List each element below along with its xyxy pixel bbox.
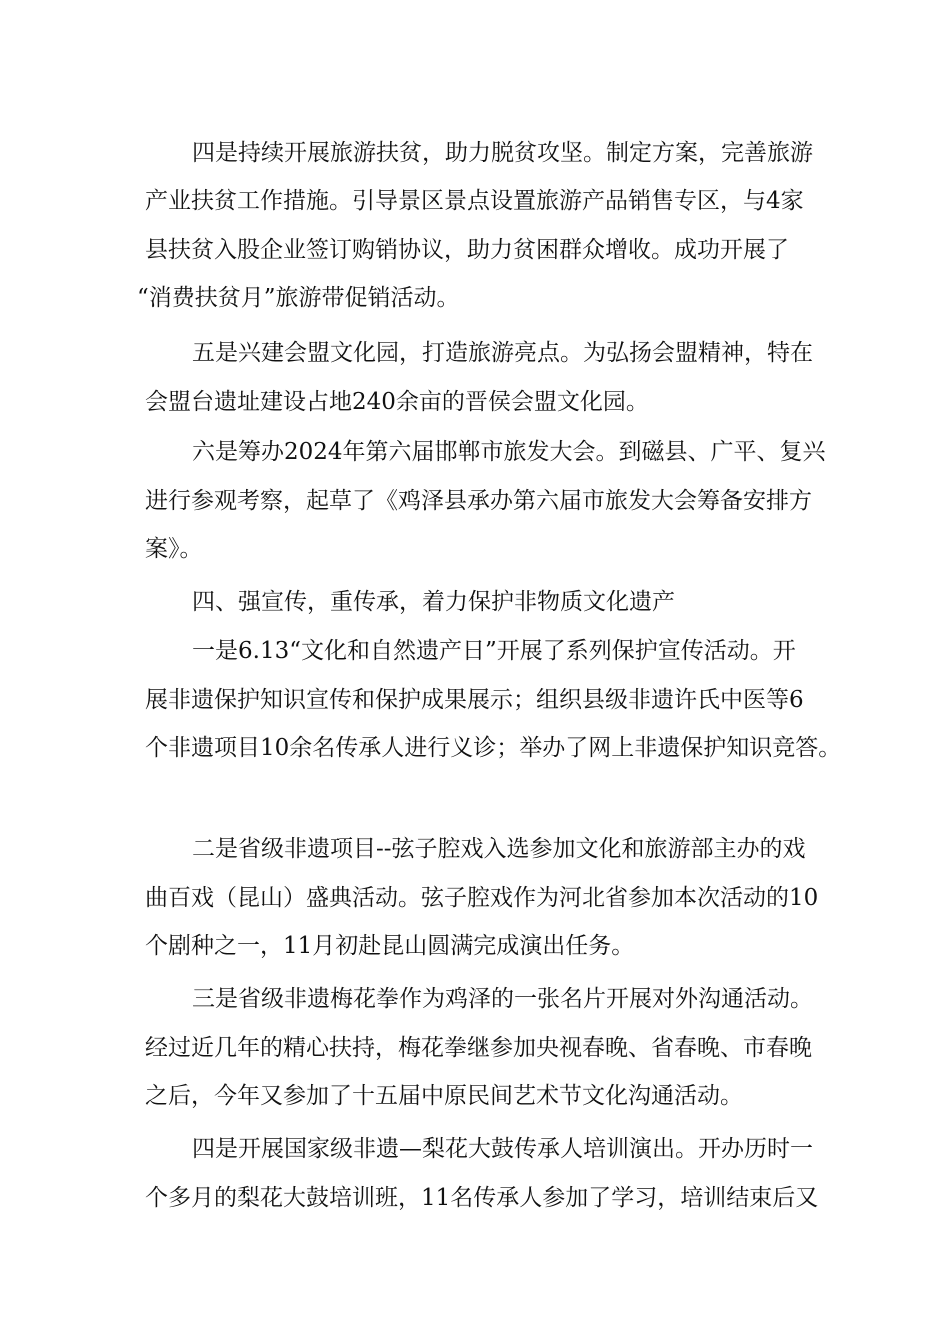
- text-line: 四是开展国家级非遗—梨花大鼓传承人培训演出。开办历时一: [192, 1136, 813, 1162]
- text-line: 经过近几年的精心扶持，梅花拳继参加央视春晚、省春晚、市春晚: [145, 1035, 812, 1061]
- text-line: 案》。: [145, 536, 203, 562]
- text-line: 个剧种之一，11月初赴昆山圆满完成演出任务。: [145, 933, 635, 959]
- text-line: 会盟台遗址建设占地240余亩的晋侯会盟文化园。: [145, 389, 649, 415]
- text-line: 之后，今年又参加了十五届中原民间艺术节文化沟通活动。: [145, 1083, 743, 1109]
- text-line: 县扶贫入股企业签订购销协议，助力贫困群众增收。成功开展了: [145, 237, 789, 263]
- text-line: 个非遗项目10余名传承人进行义诊；举办了网上非遗保护知识竞答。: [145, 735, 842, 761]
- text-line: 进行参观考察，起草了《鸡泽县承办第六届市旅发大会筹备安排方: [145, 488, 812, 514]
- text-line: 三是省级非遗梅花拳作为鸡泽的一张名片开展对外沟通活动。: [192, 986, 813, 1012]
- text-line: “消费扶贫月”旅游带促销活动。: [137, 285, 460, 311]
- text-line: 产业扶贫工作措施。引导景区景点设置旅游产品销售专区，与4家: [145, 188, 804, 214]
- text-line: 二是省级非遗项目--弦子腔戏入选参加文化和旅游部主办的戏: [192, 836, 806, 862]
- text-line: 个多月的梨花大鼓培训班，11名传承人参加了学习，培训结束后又: [145, 1185, 819, 1211]
- section-heading: 四、强宣传，重传承，着力保护非物质文化遗产: [192, 589, 675, 615]
- text-line: 四是持续开展旅游扶贫，助力脱贫攻坚。制定方案，完善旅游: [192, 140, 813, 166]
- text-line: 展非遗保护知识宣传和保护成果展示；组织县级非遗许氏中医等6: [145, 687, 804, 713]
- text-line: 六是筹办2024年第六届邯郸市旅发大会。到磁县、广平、复兴: [192, 439, 826, 465]
- text-line: 曲百戏（昆山）盛典活动。弦子腔戏作为河北省参加本次活动的10: [145, 885, 819, 911]
- text-line: 五是兴建会盟文化园，打造旅游亮点。为弘扬会盟精神，特在: [192, 340, 813, 366]
- text-line: 一是6.13“文化和自然遗产日”开展了系列保护宣传活动。开: [192, 638, 796, 664]
